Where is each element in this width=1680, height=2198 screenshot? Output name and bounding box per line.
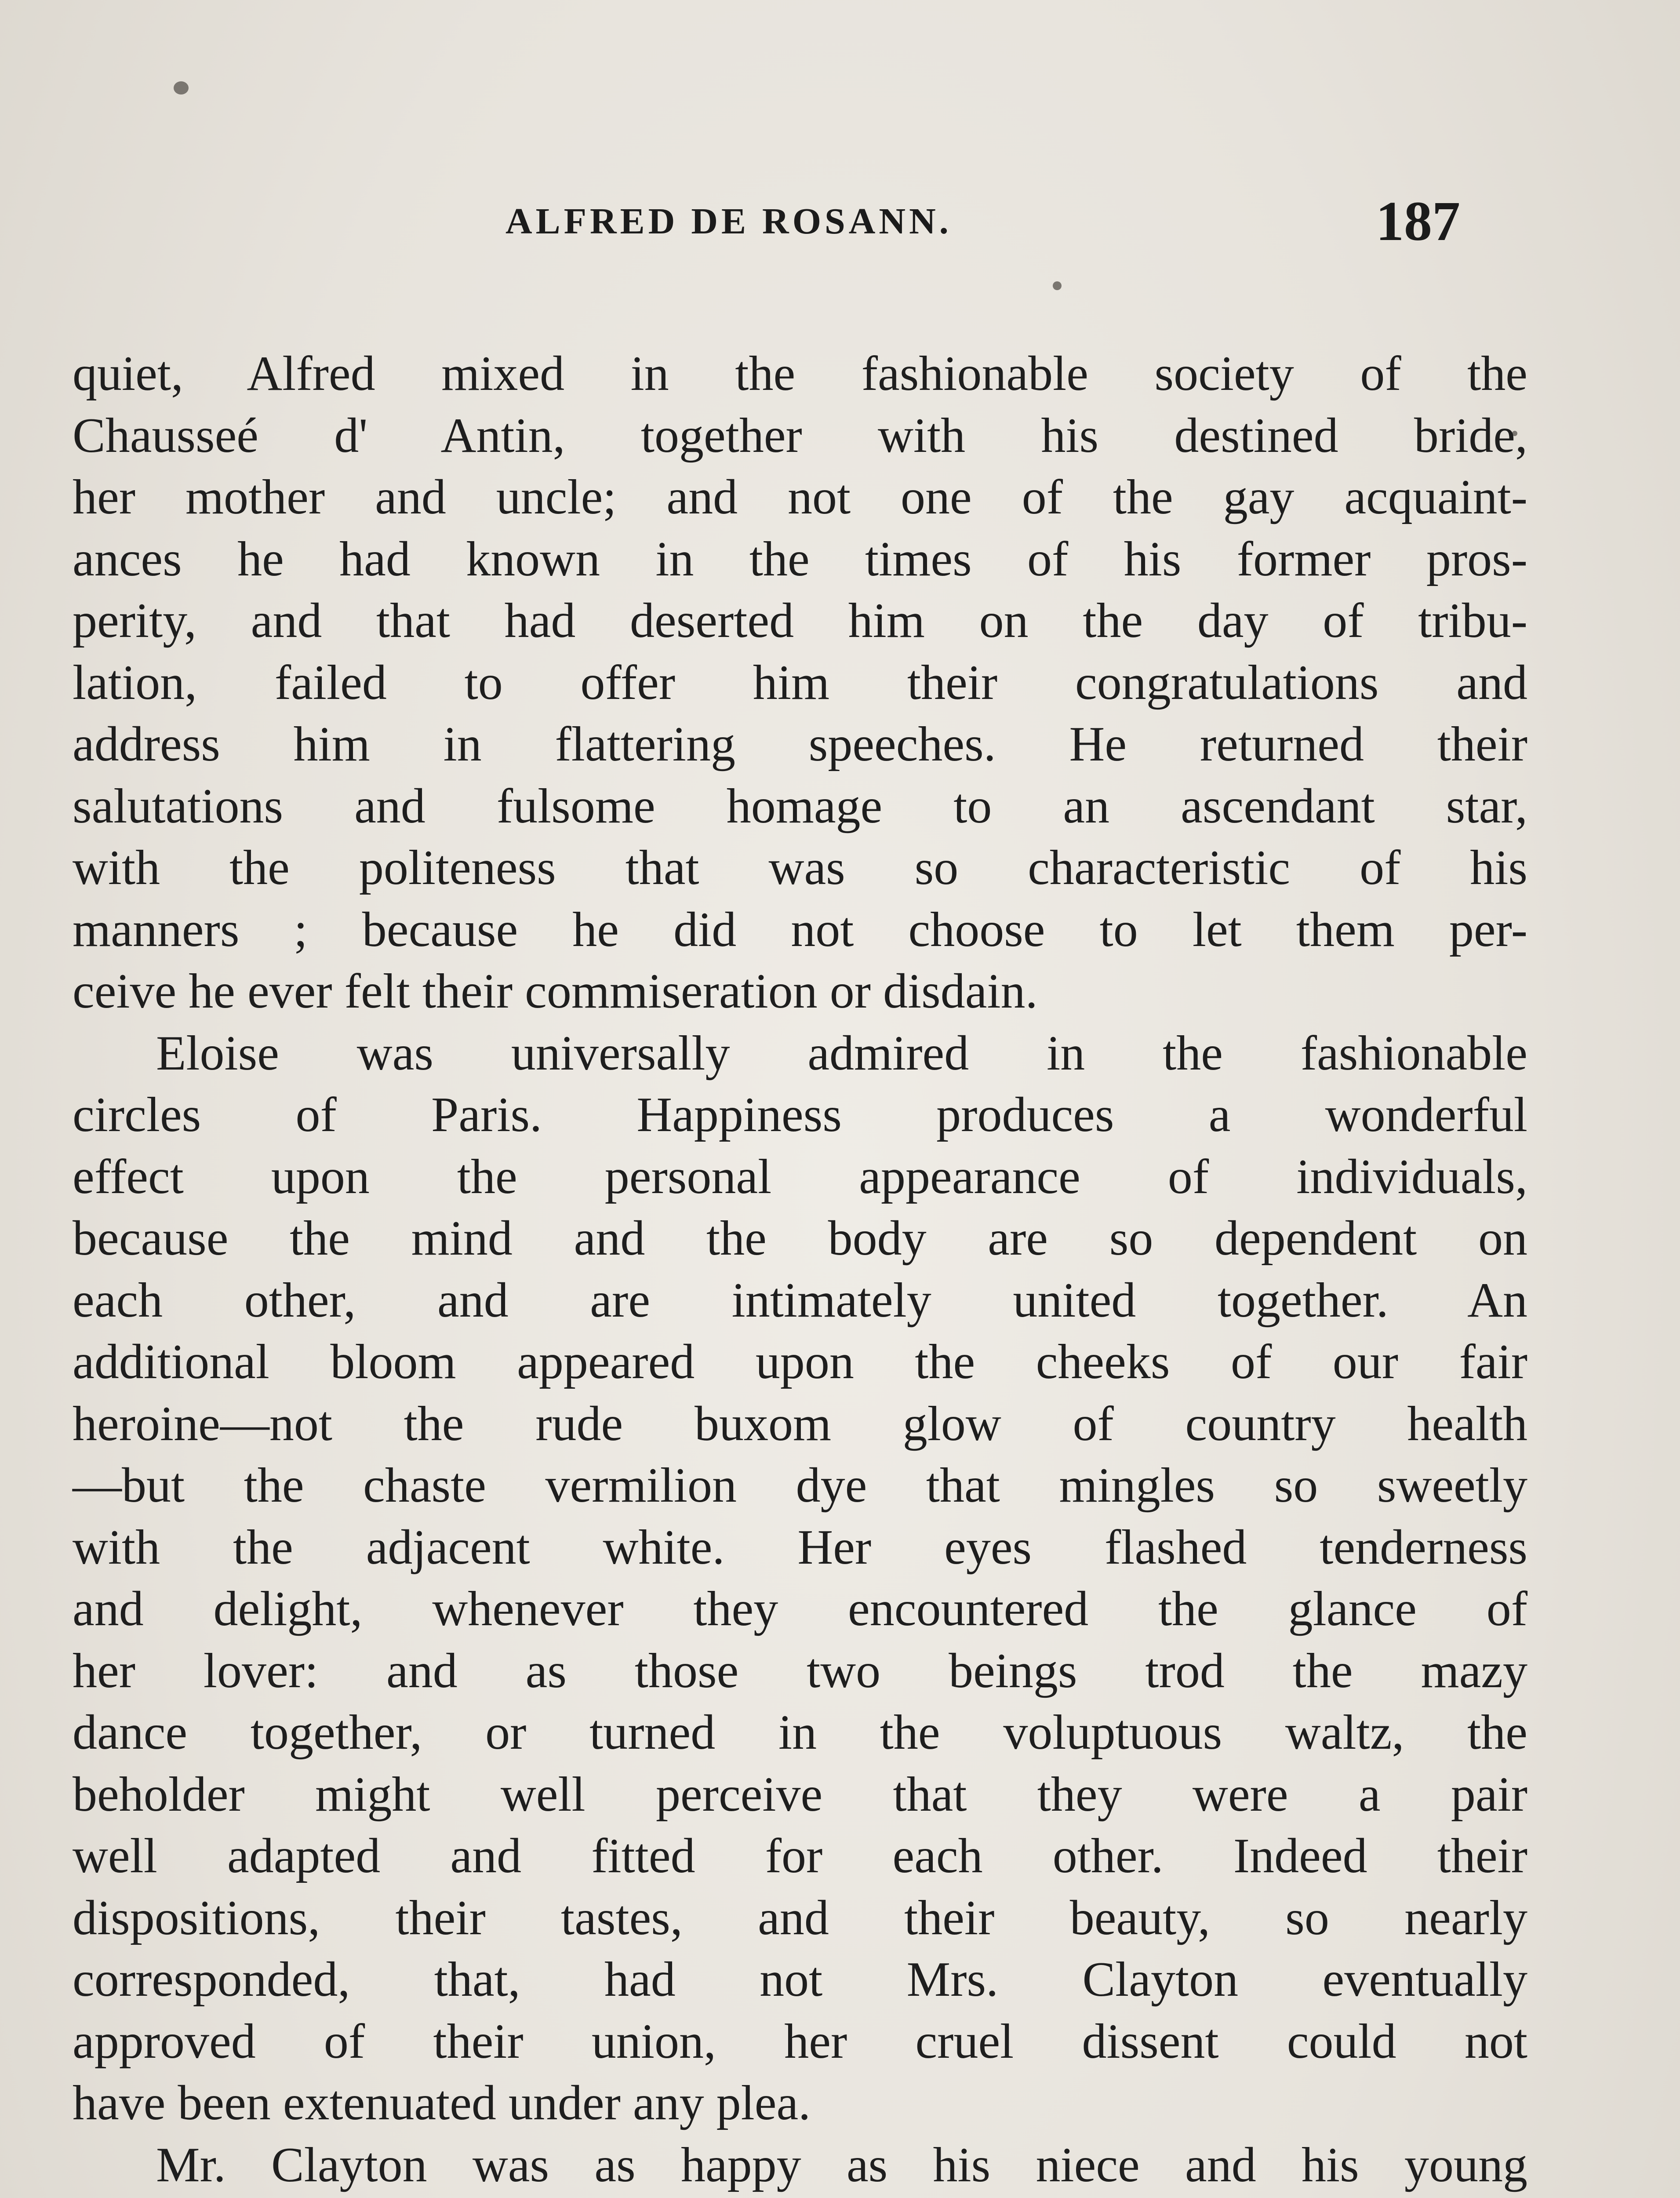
text-line: Chausseé d' Antin, together with his destined bride, — [73, 408, 1527, 463]
text-line: each other, and are intimately united together. An — [73, 1273, 1527, 1328]
text-line: effect upon the personal appearance of individuals, — [73, 1149, 1527, 1204]
text-line: additional bloom appeared upon the cheeks of our fair — [73, 1335, 1527, 1389]
text-line: Eloise was universally admired in the fashionable — [156, 1026, 1527, 1081]
running-head: ALFRED DE ROSANN. — [505, 201, 952, 242]
text-line: because the mind and the body are so dependent on — [73, 1211, 1527, 1266]
text-line — [73, 2196, 1527, 2198]
ink-speck — [1053, 281, 1062, 290]
text-line: have been extenuated under any plea. — [73, 2076, 811, 2130]
text-line: beholder might well perceive that they were a pair — [73, 1767, 1527, 1822]
text-line: dance together, or turned in the voluptuous waltz, the — [73, 1705, 1527, 1760]
text-line: address him in flattering speeches. He returned their — [73, 717, 1527, 771]
body-text — [73, 343, 1527, 2198]
text-line: her lover: and as those two beings trod the mazy — [73, 1643, 1527, 1698]
text-line: with the adjacent white. Her eyes flashed tenderness — [73, 1520, 1527, 1575]
text-line: dispositions, their tastes, and their beauty, so nearly — [73, 1890, 1527, 1945]
text-line: ceive he ever felt their commiseration or disdain. — [73, 964, 1038, 1019]
text-line: salutations and fulsome homage to an ascendant star, — [73, 779, 1527, 833]
text-line: circles of Paris. Happiness produces a wonderful — [73, 1088, 1527, 1142]
text-line: approved of their union, her cruel dissent could not — [73, 2014, 1527, 2069]
text-line: heroine—not the rude buxom glow of country health — [73, 1396, 1527, 1451]
text-line: quiet, Alfred mixed in the fashionable society of the — [73, 346, 1527, 401]
text-line: Mr. Clayton was as happy as his niece and his young — [156, 2137, 1527, 2192]
ink-speck — [174, 81, 189, 95]
text-line: and delight, whenever they encountered the glance of — [73, 1582, 1527, 1636]
text-line: corresponded, that, had not Mrs. Clayton eventually — [73, 1952, 1527, 2007]
text-line: lation, failed to offer him their congratulations and — [73, 655, 1527, 710]
page-number: 187 — [1376, 190, 1460, 252]
text-line: her mother and uncle; and not one of the gay acquaint- — [73, 470, 1527, 524]
text-line: well adapted and fitted for each other. Indeed their — [73, 1829, 1527, 1883]
text-line: perity, and that had deserted him on the day of tribu- — [73, 593, 1527, 648]
text-line: —but the chaste vermilion dye that mingles so sweetly — [73, 1458, 1527, 1513]
text-line: manners ; because he did not choose to let them per- — [73, 902, 1527, 957]
text-line: ances he had known in the times of his former pros- — [73, 531, 1527, 586]
text-line: with the politeness that was so characteristic of his — [73, 841, 1527, 895]
